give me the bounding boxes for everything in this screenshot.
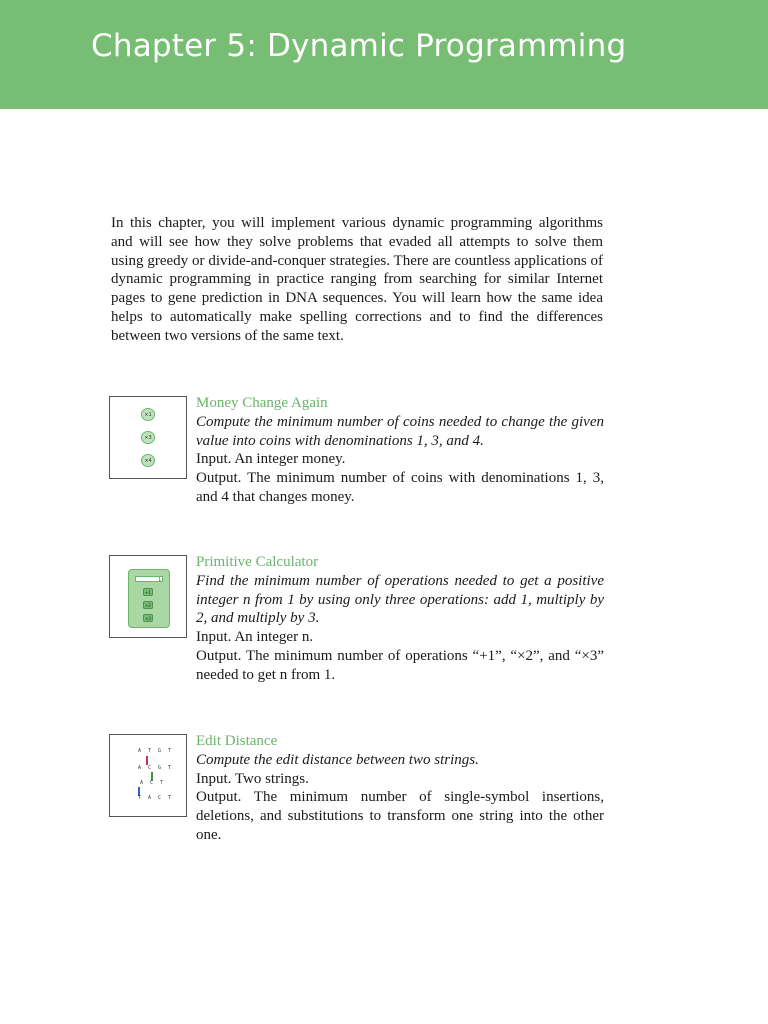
string-4: T A C T	[138, 795, 174, 801]
problem-output: Output. The minimum number of operations “+1”, “×2”, and “×3” needed to get n from 1.	[196, 647, 604, 683]
problem-output: Output. The minimum number of single-symbol insertions, deletions, and substitutions to transform one string into the other one.	[196, 789, 604, 843]
problem-input: Input. An integer money.	[196, 451, 346, 468]
calculator-screen: 1	[135, 576, 163, 582]
problem-body	[196, 734, 604, 845]
problem-body	[196, 555, 604, 685]
problem-description: Compute the edit distance between two strings.	[196, 751, 479, 768]
problem-input: Input. Two strings.	[196, 770, 309, 787]
coins-icon	[109, 396, 187, 479]
calculator-icon	[109, 555, 187, 638]
edit-distance-icon	[109, 734, 187, 817]
problem-description: Find the minimum number of operations needed to get a positive integer n from 1 by using only three operations: add 1, multiply by 2, and multiply by 3.	[196, 572, 604, 627]
problem-description: Compute the minimum number of coins needed to change the given value into coins with denominations 1, 3, and 4.	[196, 413, 604, 449]
chapter-title: Chapter 5: Dynamic Programming	[91, 28, 627, 64]
coin-4-icon: ×4	[141, 454, 155, 467]
calculator-key-plus1: +1	[143, 588, 153, 596]
chapter-intro: In this chapter, you will implement various dynamic programming algorithms and will see how they solve problems that evaded all attempts to solve them using greedy or divide-and-conquer strategies. There are countless applications of dynamic programming in practice ranging from searching for similar Internet pages to gene prediction in DNA sequences. You will learn how the same idea helps to automatically make spelling corrections and to find the differences between two versions of the same text.	[111, 215, 603, 344]
calculator-body	[128, 569, 170, 628]
string-1: A T G T	[138, 748, 174, 754]
coin-3-icon: ×3	[141, 431, 155, 444]
calculator-key-times2: ×2	[143, 601, 153, 609]
problem-input: Input. An integer n.	[196, 629, 314, 646]
problem-title: Money Change Again	[196, 395, 328, 411]
problem-title: Edit Distance	[196, 733, 278, 749]
coin-1-icon: ×1	[141, 408, 155, 421]
problem-body	[196, 396, 604, 507]
problem-title: Primitive Calculator	[196, 554, 319, 570]
string-3: A C T	[140, 780, 166, 786]
problem-output: Output. The minimum number of coins with denominations 1, 3, and 4 that changes money.	[196, 470, 604, 505]
chapter-header	[0, 0, 768, 109]
calculator-key-times3: ×3	[143, 614, 153, 622]
string-2: A C G T	[138, 765, 174, 771]
substitution-mark-icon	[146, 756, 148, 765]
